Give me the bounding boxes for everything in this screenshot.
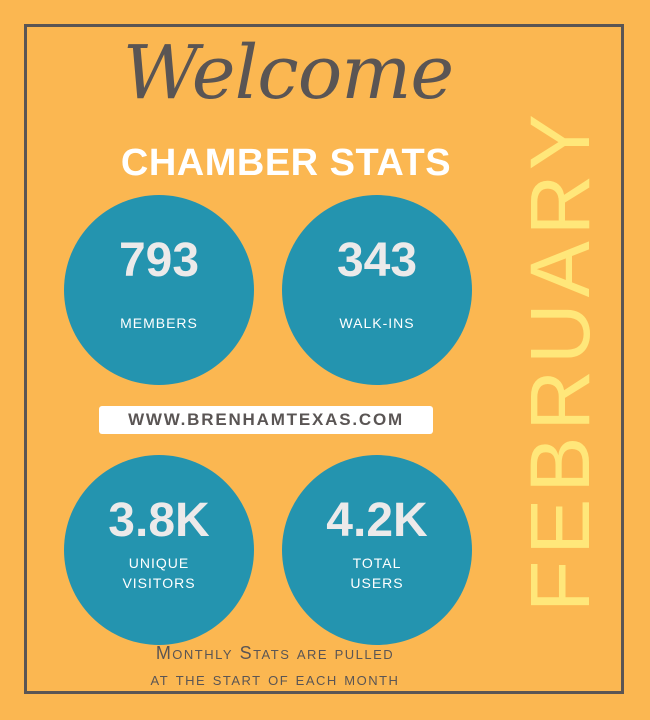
website-link[interactable]: WWW.BRENHAMTEXAS.COM (99, 406, 433, 434)
total-users-label (302, 553, 452, 593)
total-users-stat (282, 455, 472, 645)
unique-visitors-label-line1: UNIQUE (128, 555, 190, 571)
unique-visitors-stat (64, 455, 254, 645)
unique-visitors-label-line2: VISITORS (122, 575, 196, 591)
members-stat (64, 195, 254, 385)
members-label: MEMBERS (120, 315, 198, 331)
total-users-label-line1: TOTAL (352, 555, 402, 571)
footnote-line1: Monthly Stats are pulled (155, 643, 395, 663)
walk-ins-label: WALK-INS (339, 315, 415, 331)
footnote-line2: at the start of each month (150, 669, 400, 689)
walk-ins-stat (282, 195, 472, 385)
members-value: 793 (118, 234, 200, 287)
month-label: FEBRUARY (513, 108, 607, 612)
footnote (70, 640, 480, 692)
total-users-label-line2: USERS (350, 575, 404, 591)
welcome-title: Welcome (122, 30, 454, 116)
unique-visitors-value: 3.8K (108, 494, 210, 547)
unique-visitors-label (84, 553, 234, 593)
walk-ins-value: 343 (336, 234, 418, 287)
chamber-stats-heading: CHAMBER STATS (120, 142, 452, 184)
total-users-value: 4.2K (326, 494, 428, 547)
